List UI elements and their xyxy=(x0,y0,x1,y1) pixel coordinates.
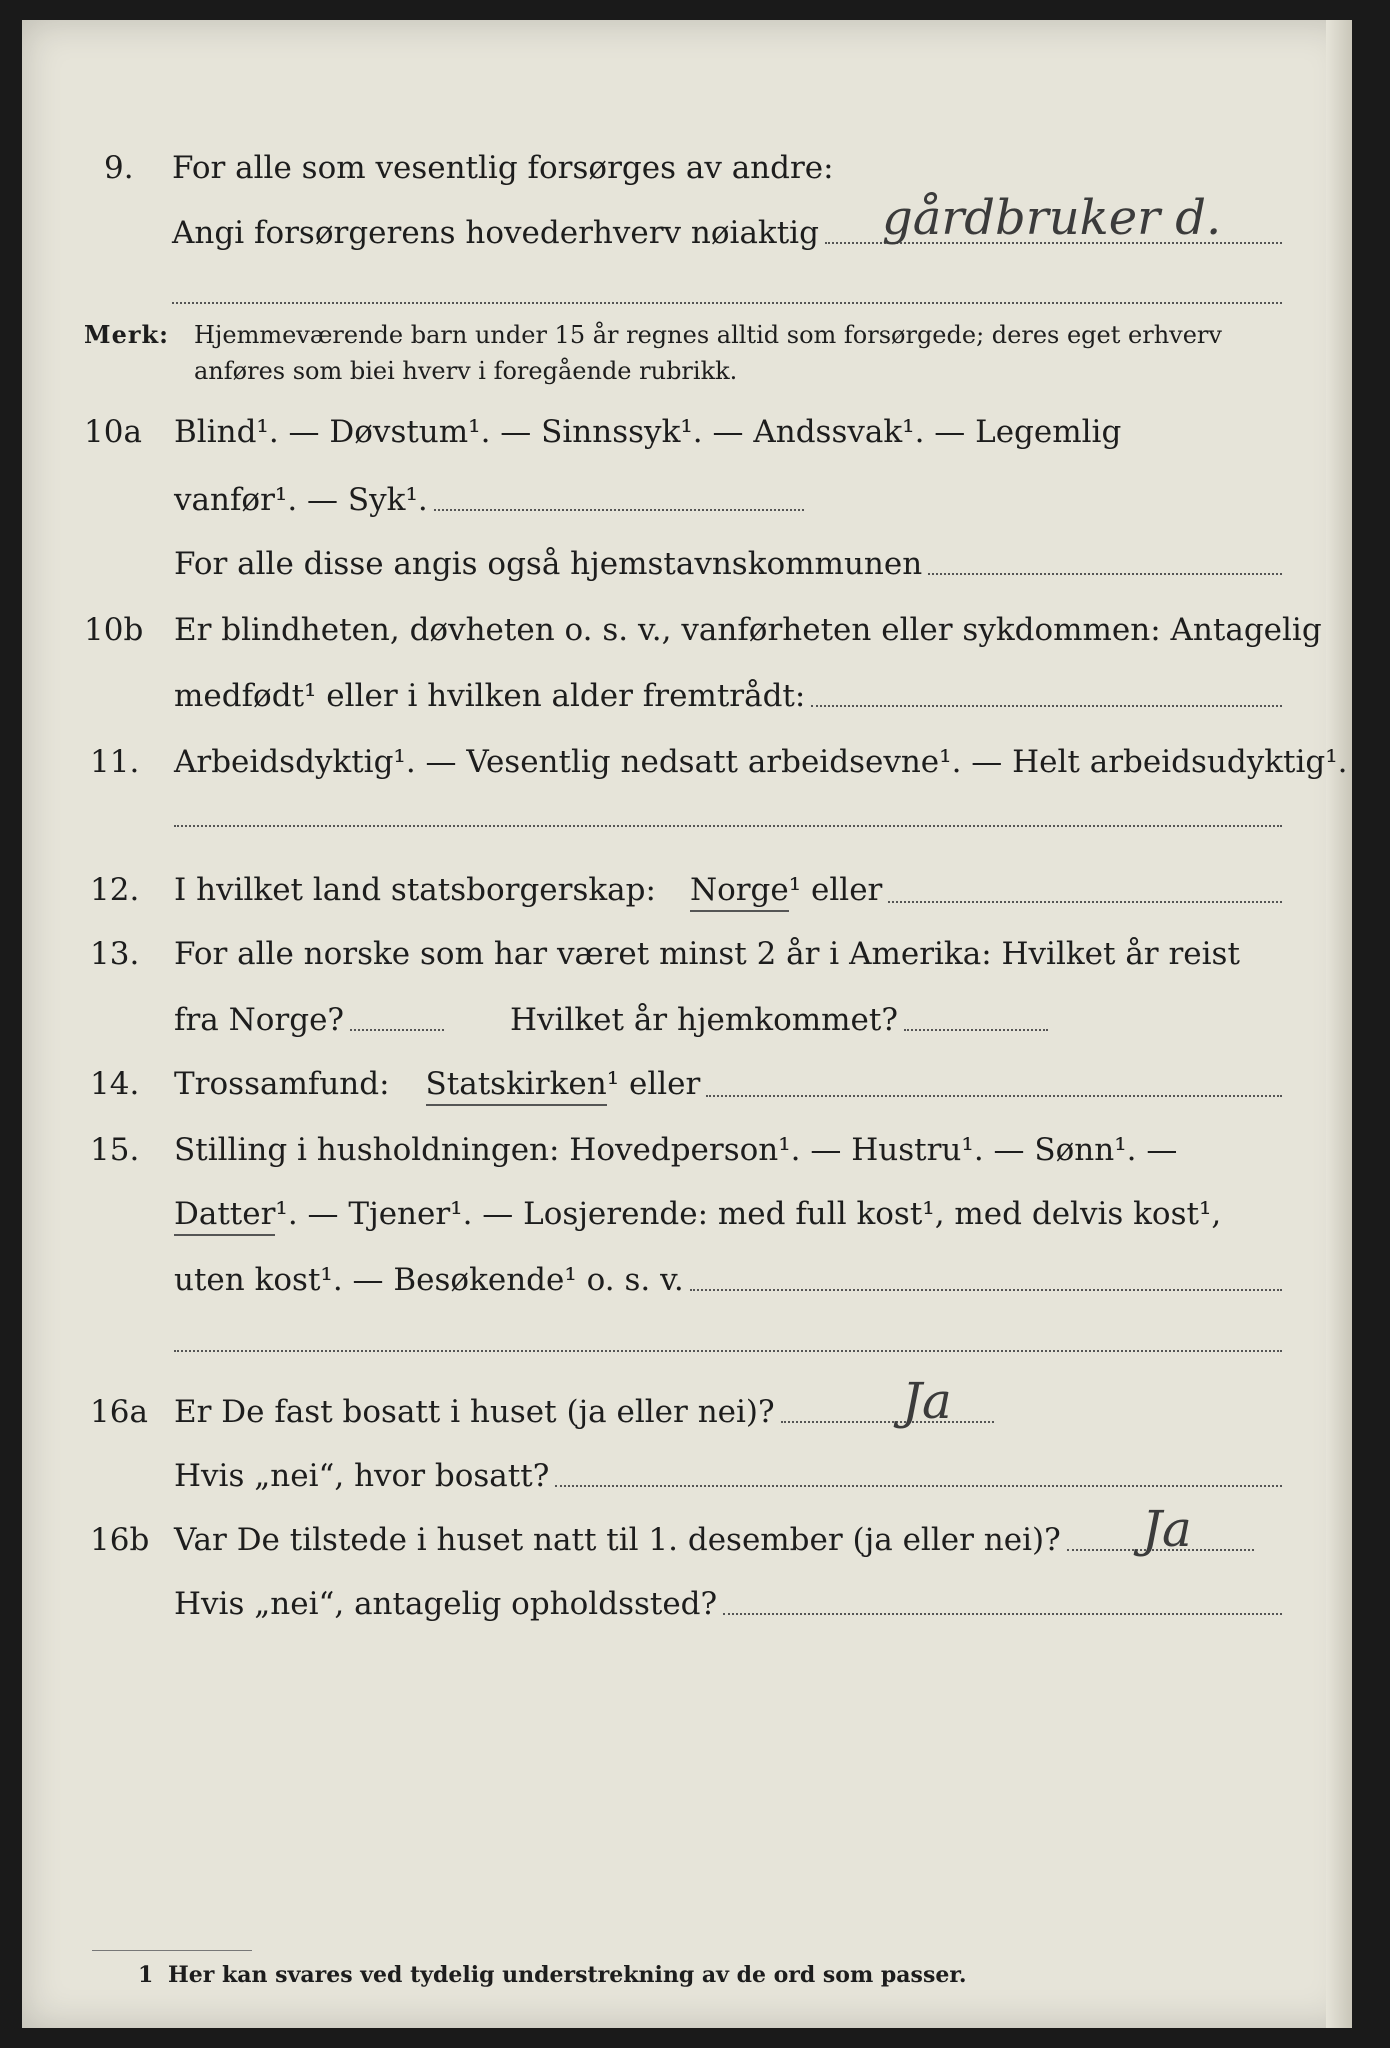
footnote-rule xyxy=(92,1950,252,1951)
q12-question: I hvilket land statsborgerskap: xyxy=(174,872,656,908)
q11-number: 11. xyxy=(90,744,140,780)
q16a-line1: Er De fast bosatt i huset (ja eller nei)? xyxy=(174,1394,775,1430)
q16a-answer-line xyxy=(781,1421,994,1423)
q13-year-left-line xyxy=(350,1029,444,1031)
merk-line1: Hjemmeværende barn under 15 år regnes alltid som forsørgede; deres eget erhverv xyxy=(194,321,1222,349)
q14-wrap xyxy=(174,1064,1282,1106)
q14-question: Trossamfund: xyxy=(174,1066,390,1102)
q10b-line2-wrap xyxy=(174,676,1282,716)
q15-line2-rest: ¹. — Tjener¹. — Losjerende: med full kost¹, med delvis kost¹, xyxy=(275,1196,1222,1232)
q16b-number: 16b xyxy=(90,1522,150,1558)
q15-number: 15. xyxy=(90,1132,140,1168)
q12-post: ¹ eller xyxy=(788,872,883,908)
q10a-line2: vanfør¹. — Syk¹. xyxy=(174,482,428,518)
q16b-line1: Var De tilstede i huset natt til 1. desember (ja eller nei)? xyxy=(174,1522,1061,1558)
q14-underlined-answer: Statskirken xyxy=(426,1064,607,1106)
q15-answer-line xyxy=(174,1350,1282,1352)
q15-line1: Stilling i husholdningen: Hovedperson¹. — Hustru¹. — Sønn¹. — xyxy=(174,1132,1178,1168)
q14-answer-line xyxy=(706,1095,1282,1097)
q10a-number: 10a xyxy=(84,414,142,450)
q16a-line2-wrap xyxy=(174,1456,1282,1496)
q14-post: ¹ eller xyxy=(606,1066,701,1102)
q16b-line1-wrap xyxy=(174,1520,1254,1560)
q9-number: 9. xyxy=(104,150,134,186)
q11-answer-line xyxy=(174,825,1282,827)
q15-line3: uten kost¹. — Besøkende¹ o. s. v. xyxy=(174,1262,684,1298)
q15-line3-fill xyxy=(690,1289,1282,1291)
q12-wrap xyxy=(174,870,1282,912)
q12-answer-line xyxy=(888,901,1282,903)
q16a-handwritten-answer: Ja xyxy=(902,1372,952,1430)
page-edge xyxy=(1326,20,1352,2028)
q13-line2a: fra Norge? xyxy=(174,1002,345,1038)
q16a-number: 16a xyxy=(90,1394,148,1430)
q16b-line2-wrap xyxy=(174,1584,1282,1624)
q13-number: 13. xyxy=(90,936,140,972)
q13-year-return-line xyxy=(904,1029,1048,1031)
q9-handwritten-answer: gårdbruker d. xyxy=(882,190,1222,246)
q16b-line2: Hvis „nei“, antagelig opholdssted? xyxy=(174,1586,718,1622)
q16a-line2-fill xyxy=(555,1485,1282,1487)
q10b-line1: Er blindheten, døvheten o. s. v., vanførheten eller sykdommen: Antagelig xyxy=(174,612,1322,648)
q13-line2a-wrap xyxy=(174,1000,444,1040)
q10a-line3-fill xyxy=(928,573,1282,575)
q15-underlined-answer: Datter xyxy=(174,1194,275,1236)
footnote-text: Her kan svares ved tydelig understrekning av de ord som passer. xyxy=(168,1962,967,1988)
q10b-answer-line xyxy=(811,705,1282,707)
census-form-page xyxy=(22,20,1352,2028)
merk-label: Merk: xyxy=(84,320,169,349)
q16b-handwritten-answer: Ja xyxy=(1142,1500,1192,1558)
q12-underlined-answer: Norge xyxy=(690,870,789,912)
q10a-line1: Blind¹. — Døvstum¹. — Sinnssyk¹. — Andssvak¹. — Legemlig xyxy=(174,414,1122,450)
footnote-mark: 1 xyxy=(138,1962,154,1988)
q13-line2b: Hvilket år hjemkommet? xyxy=(510,1002,898,1038)
q10b-number: 10b xyxy=(84,612,144,648)
merk-note xyxy=(84,318,169,352)
q13-line2b-wrap xyxy=(510,1000,1048,1040)
q12-number: 12. xyxy=(90,872,140,908)
q10a-line3-wrap xyxy=(174,544,1282,584)
q15-line3-wrap xyxy=(174,1260,1282,1300)
q10a-answer-line xyxy=(434,509,804,511)
q10a-line2-wrap xyxy=(174,480,804,520)
q14-number: 14. xyxy=(90,1066,140,1102)
q16a-line1-wrap xyxy=(174,1392,994,1432)
q16b-line2-fill xyxy=(723,1613,1282,1615)
q16a-line2: Hvis „nei“, hvor bosatt? xyxy=(174,1458,550,1494)
separator-dots xyxy=(172,302,1282,304)
q13-line1: For alle norske som har været minst 2 år i Amerika: Hvilket år reist xyxy=(174,936,1240,972)
q10a-line3: For alle disse angis også hjemstavnskommunen xyxy=(174,546,923,582)
q10b-line2: medfødt¹ eller i hvilken alder fremtrådt: xyxy=(174,678,806,714)
merk-line2: anføres som biei hverv i foregående rubrikk. xyxy=(194,357,738,385)
q9-line1: For alle som vesentlig forsørges av andre: xyxy=(172,150,834,186)
q11-line1: Arbeidsdyktig¹. — Vesentlig nedsatt arbeidsevne¹. — Helt arbeidsudyktig¹. xyxy=(174,744,1348,780)
q9-line2: Angi forsørgerens hovederhverv nøiaktig xyxy=(172,215,819,251)
q15-line2-wrap xyxy=(174,1194,1221,1236)
